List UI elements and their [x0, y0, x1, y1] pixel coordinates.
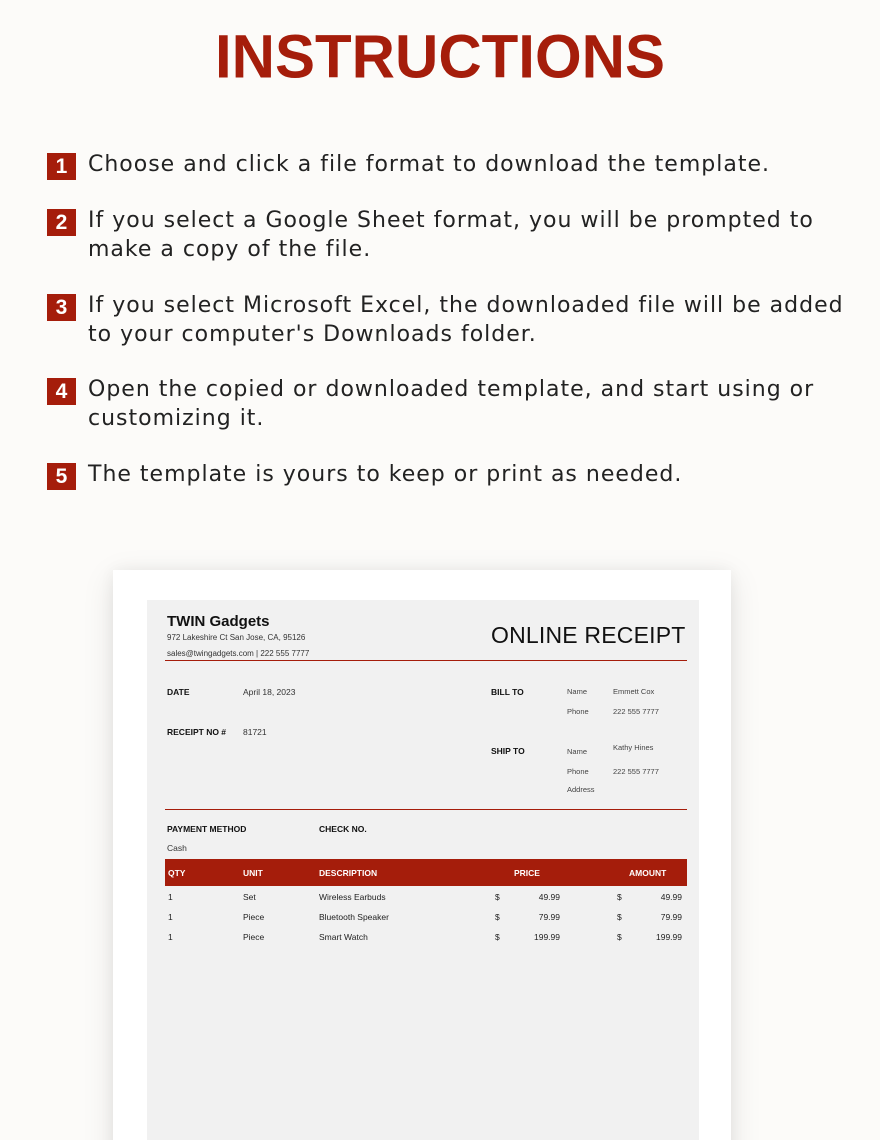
receipt-no-value: 81721 — [243, 727, 267, 737]
table-row — [165, 912, 687, 932]
step-number-badge: 1 — [47, 153, 76, 180]
row-price: 49.99 — [538, 892, 560, 902]
bill-name-label: Name — [567, 687, 588, 696]
step-number-badge: 2 — [47, 209, 76, 236]
check-no-label: CHECK NO. — [319, 824, 367, 834]
row-qty: 1 — [168, 932, 173, 942]
ship-to-label: SHIP TO — [491, 746, 525, 756]
price-currency: $ — [495, 912, 500, 922]
company-name: TWIN Gadgets — [167, 613, 270, 630]
amount-currency: $ — [617, 932, 622, 942]
price-currency: $ — [495, 892, 500, 902]
row-unit: Piece — [243, 932, 265, 942]
table-row — [165, 892, 687, 912]
ship-phone-label: Phone — [567, 767, 589, 776]
amount-currency: $ — [617, 912, 622, 922]
col-amount-header: AMOUNT — [629, 868, 667, 878]
row-unit: Piece — [243, 912, 265, 922]
col-description-header: DESCRIPTION — [319, 868, 378, 878]
items-table-header — [165, 859, 687, 886]
row-amount: 49.99 — [660, 892, 682, 902]
col-qty-header: QTY — [168, 868, 186, 878]
receipt-template — [147, 600, 699, 1140]
row-price: 199.99 — [534, 932, 560, 942]
step-text: If you select Microsoft Excel, the downloaded file will be added to your computer's Downloads folder. — [88, 293, 844, 347]
company-address: 972 Lakeshire Ct San Jose, CA, 95126 — [167, 633, 306, 642]
receipt-title: ONLINE RECEIPT — [491, 622, 686, 648]
step-text: The template is yours to keep or print as needed. — [88, 462, 683, 487]
row-description: Smart Watch — [319, 932, 368, 942]
bill-name-value: Emmett Cox — [613, 687, 655, 696]
row-qty: 1 — [168, 892, 173, 902]
row-amount: 199.99 — [656, 932, 682, 942]
ship-address-label: Address — [567, 785, 595, 794]
ship-name-label: Name — [567, 747, 588, 756]
step-text: Open the copied or downloaded template, and start using or customizing it. — [88, 377, 815, 431]
bill-phone-label: Phone — [567, 707, 589, 716]
receipt-preview-sheet — [113, 570, 731, 1140]
date-value: April 18, 2023 — [243, 687, 296, 697]
table-row — [165, 932, 687, 952]
receipt-no-label: RECEIPT NO # — [167, 727, 227, 737]
step-text: Choose and click a file format to download the template. — [88, 152, 770, 177]
header-divider — [165, 660, 687, 661]
row-price: 79.99 — [538, 912, 560, 922]
amount-currency: $ — [617, 892, 622, 902]
date-label: DATE — [167, 687, 190, 697]
row-qty: 1 — [168, 912, 173, 922]
col-price-header: PRICE — [514, 868, 540, 878]
payment-method-label: PAYMENT METHOD — [167, 824, 247, 834]
bill-phone-value: 222 555 7777 — [613, 707, 659, 716]
details-divider — [165, 809, 687, 810]
step-number-badge: 4 — [47, 378, 76, 405]
row-description: Bluetooth Speaker — [319, 912, 389, 922]
row-amount: 79.99 — [660, 912, 682, 922]
step-number-badge: 3 — [47, 294, 76, 321]
ship-phone-value: 222 555 7777 — [613, 767, 659, 776]
step-number-badge: 5 — [47, 463, 76, 490]
page-title: INSTRUCTIONS — [215, 22, 665, 91]
payment-method-value: Cash — [167, 843, 187, 853]
col-unit-header: UNIT — [243, 868, 263, 878]
price-currency: $ — [495, 932, 500, 942]
bill-to-label: BILL TO — [491, 687, 524, 697]
ship-name-value: Kathy Hines — [613, 743, 654, 752]
row-unit: Set — [243, 892, 256, 902]
step-text: If you select a Google Sheet format, you will be prompted to make a copy of the file. — [88, 208, 814, 262]
company-contact: sales@twingadgets.com | 222 555 7777 — [167, 649, 310, 658]
row-description: Wireless Earbuds — [319, 892, 386, 902]
